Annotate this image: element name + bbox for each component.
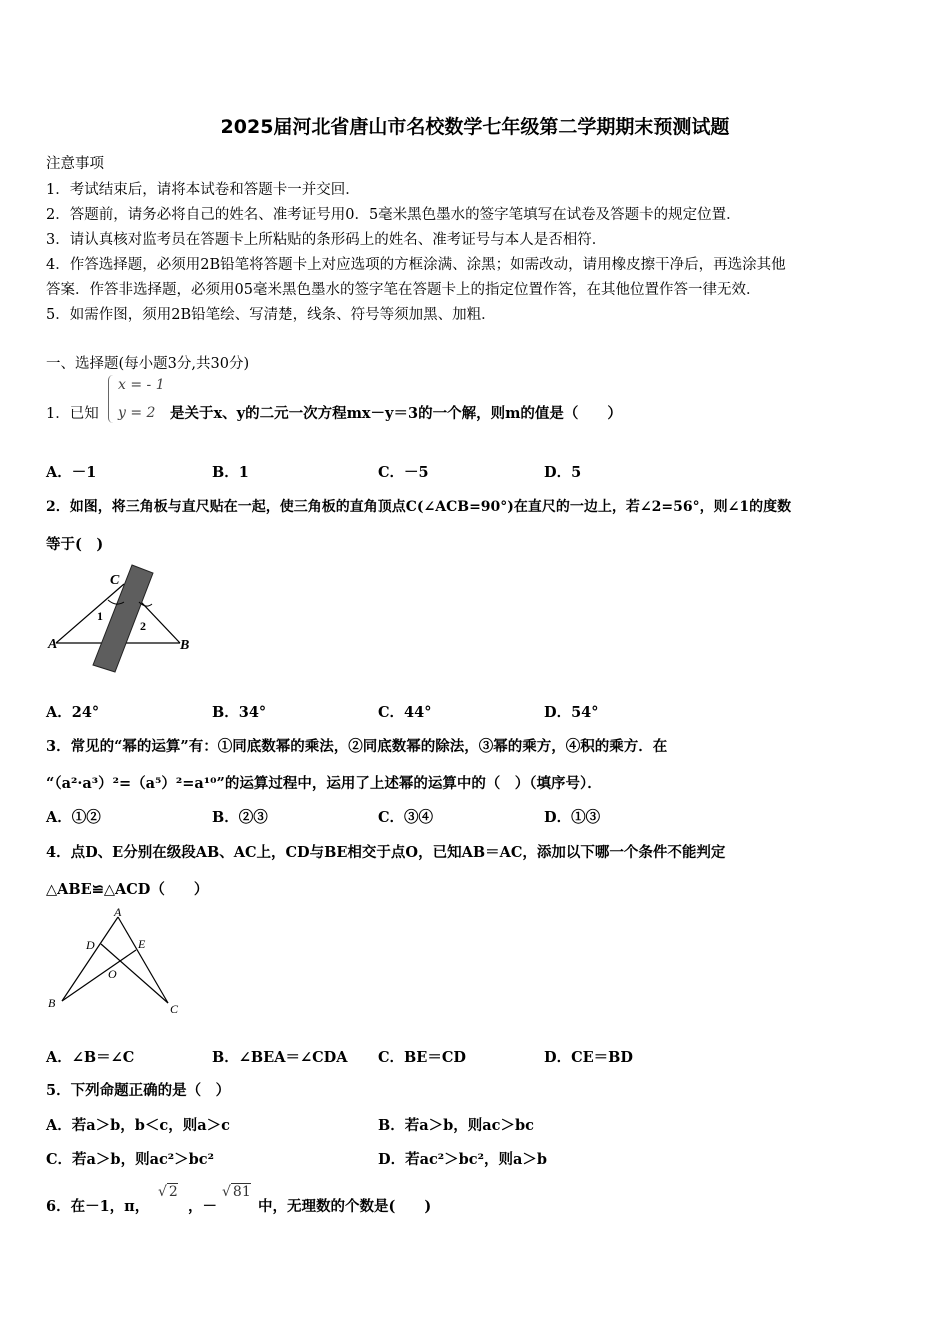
q4-line2: △ABE≌△ACD（ ）	[46, 881, 209, 898]
q5-option-d[interactable]: D．若ac²＞bc²，则a＞b	[378, 1151, 548, 1168]
label-a: A	[48, 637, 58, 652]
q6-sqrt-81: √ 81	[222, 1184, 251, 1200]
q2-figure	[44, 562, 204, 680]
q1-option-d[interactable]: D．5	[544, 464, 582, 481]
q2-line2: 等于( )	[46, 536, 104, 553]
q5-option-b[interactable]: B．若a＞b，则ac＞bc	[378, 1117, 534, 1134]
q1-number: 1．已知	[46, 406, 99, 422]
q5-line1: 5．下列命题正确的是（ ）	[46, 1082, 231, 1099]
q1-eq-y: y = 2	[118, 405, 156, 421]
q2-option-c[interactable]: C．44°	[378, 704, 432, 721]
label-e: E	[138, 937, 146, 951]
q4-option-c[interactable]: C．BE＝CD	[378, 1049, 466, 1066]
q3-line2: “（a²·a³）²=（a⁵）²=a¹⁰”的运算过程中，运用了上述幂的运算中的（ ）（填序号）．	[46, 775, 602, 792]
label-angle-1: 1	[97, 609, 103, 623]
q6-mid: ，－	[188, 1198, 217, 1215]
q2-option-b[interactable]: B．34°	[212, 704, 267, 721]
line-ab	[62, 917, 118, 1001]
q6-radicand-81: 81	[232, 1184, 251, 1200]
note-item: 答案．作答非选择题，必须用05毫米黑色墨水的签字笔在答题卡上的指定位置作答，在其他位置作答一律无效．	[46, 282, 761, 298]
label-b: B	[180, 638, 190, 653]
q1-option-b[interactable]: B．1	[212, 464, 249, 481]
q1-option-a[interactable]: A．－1	[46, 464, 97, 481]
q5-option-c[interactable]: C．若a＞b，则ac²＞bc²	[46, 1151, 214, 1168]
notes-heading: 注意事项	[46, 156, 104, 172]
label-angle-2: 2	[140, 619, 146, 633]
q4-line1: 4．点D、E分别在级段AB、AC上，CD与BE相交于点O，已知AB＝AC，添加以下哪一个条件不能判定	[46, 844, 726, 861]
brace-icon	[108, 375, 115, 423]
q1-equation-system	[108, 375, 166, 427]
q3-line1: 3．常见的“幂的运算”有：①同底数幂的乘法，②同底数幂的除法，③幂的乘方，④积的乘方．在	[46, 738, 668, 755]
label-c: C	[110, 573, 120, 588]
section-heading: 一、选择题(每小题3分,共30分)	[46, 356, 250, 372]
label-o: O	[108, 967, 117, 981]
label-a: A	[114, 905, 122, 919]
note-item: 2．答题前，请务必将自己的姓名、准考证号用0．5毫米黑色墨水的签字笔填写在试卷及答题卡的规定位置．	[46, 207, 741, 223]
q3-option-b[interactable]: B．②③	[212, 809, 268, 826]
q6-radicand-2: 2	[168, 1184, 178, 1200]
q2-line1: 2．如图，将三角板与直尺贴在一起，使三角板的直角顶点C(∠ACB=90°)在直尺的一边上，若∠2=56°，则∠1的度数	[46, 499, 792, 515]
label-c: C	[170, 1002, 179, 1016]
q4-figure	[44, 905, 194, 1020]
q6-prefix: 6．在－1，π，	[46, 1198, 150, 1215]
q3-option-d[interactable]: D．①③	[544, 809, 601, 826]
note-item: 3．请认真核对监考员在答题卡上所粘贴的条形码上的姓名、准考证号与本人是否相符．	[46, 232, 607, 248]
q3-option-a[interactable]: A．①②	[46, 809, 101, 826]
q1-eq-x: x = - 1	[118, 377, 165, 393]
label-d: D	[86, 938, 95, 952]
q3-option-c[interactable]: C．③④	[378, 809, 434, 826]
q4-option-a[interactable]: A．∠B＝∠C	[46, 1049, 135, 1066]
line-be	[62, 950, 136, 1001]
q1-option-c[interactable]: C．－5	[378, 464, 429, 481]
q2-option-a[interactable]: A．24°	[46, 704, 100, 721]
q6-sqrt-2: √ 2	[158, 1184, 178, 1200]
q6-suffix: 中，无理数的个数是( )	[258, 1198, 432, 1215]
q4-option-d[interactable]: D．CE＝BD	[544, 1049, 633, 1066]
q4-option-b[interactable]: B．∠BEA＝∠CDA	[212, 1049, 348, 1066]
page-title: 2025届河北省唐山市名校数学七年级第二学期期末预测试题	[220, 116, 730, 138]
note-item: 5．如需作图，须用2B铅笔绘、写清楚，线条、符号等须加黑、加粗．	[46, 307, 496, 323]
note-item: 4．作答选择题，必须用2B铅笔将答题卡上对应选项的方框涂满、涂黑；如需改动，请用橡皮擦干净后，再选涂其他	[46, 257, 786, 273]
q5-option-a[interactable]: A．若a＞b，b＜c，则a＞c	[46, 1117, 230, 1134]
note-item: 1．考试结束后，请将本试卷和答题卡一并交回．	[46, 182, 360, 198]
q2-option-d[interactable]: D．54°	[544, 704, 599, 721]
q1-text: 是关于x、y的二元一次方程mx－y＝3的一个解，则m的值是（ ）	[170, 405, 622, 422]
line-ac	[118, 917, 168, 1003]
label-b: B	[48, 996, 56, 1010]
